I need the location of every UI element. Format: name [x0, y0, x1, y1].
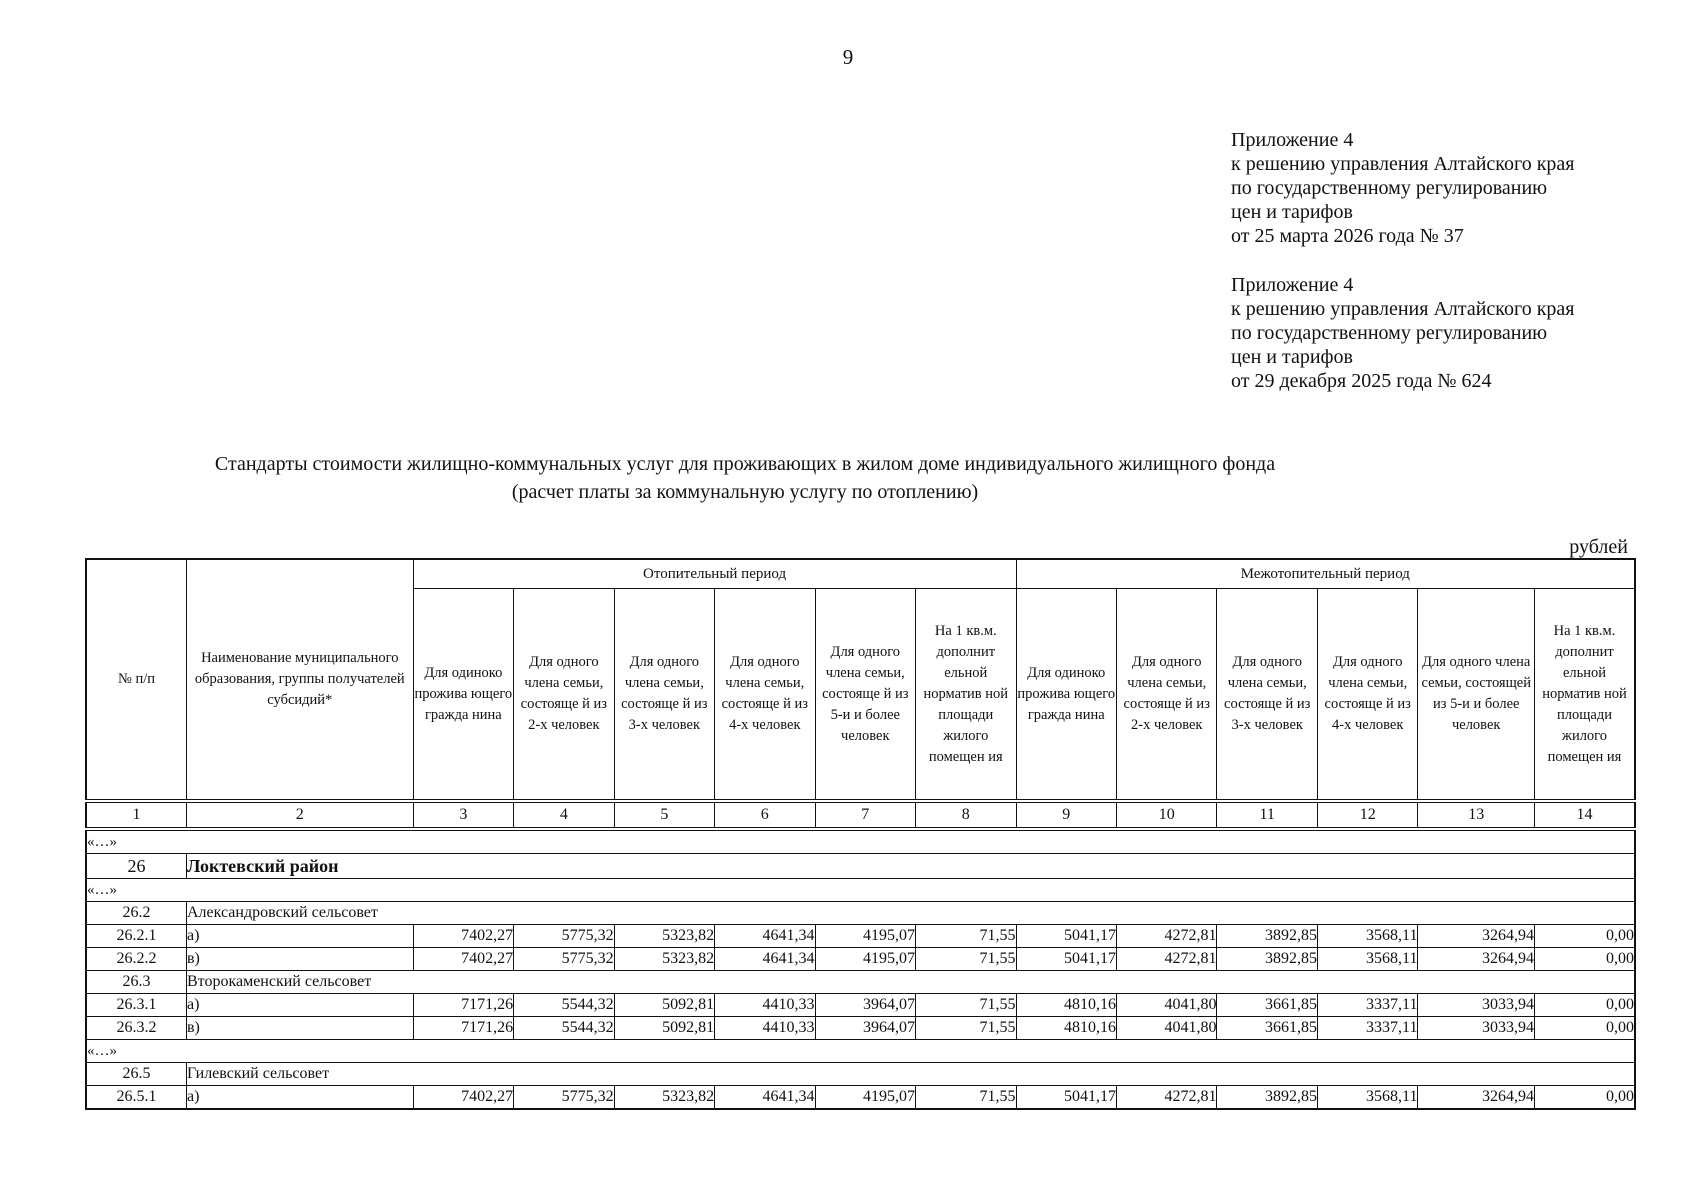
appendix-date: от 29 декабря 2025 года № 624 — [1231, 370, 1492, 392]
document-title — [0, 450, 1490, 506]
column-number: 2 — [186, 801, 413, 829]
cost-value: 4810,16 — [1016, 1017, 1116, 1040]
ellipsis-row — [86, 879, 1635, 902]
row-no: 26.3.2 — [86, 1017, 186, 1040]
cost-value: 3892,85 — [1217, 1086, 1317, 1110]
settlement-name: Александровский сельсовет — [186, 902, 1635, 925]
settlement-row — [86, 1063, 1635, 1086]
cost-value: 0,00 — [1534, 994, 1635, 1017]
cost-value: 3033,94 — [1418, 1017, 1535, 1040]
cost-value: 3964,07 — [815, 994, 915, 1017]
cost-value: 5041,17 — [1016, 948, 1116, 971]
cost-value: 3568,11 — [1317, 948, 1417, 971]
appendix-line: Приложение 4 — [1231, 129, 1354, 151]
cost-value: 7402,27 — [413, 925, 513, 948]
recipient-group: в) — [186, 1017, 413, 1040]
cost-value: 4272,81 — [1117, 925, 1217, 948]
header-heating-col: Для одного члена семьи, состояще й из 5-и и более человек — [815, 589, 915, 802]
cost-value: 3568,11 — [1317, 1086, 1417, 1110]
cost-value: 5323,82 — [614, 925, 714, 948]
cost-value: 4641,34 — [715, 1086, 815, 1110]
header-nonheating-col: Для одного члена семьи, состояще й из 3-х человек — [1217, 589, 1317, 802]
row-no: 26.3.1 — [86, 994, 186, 1017]
cost-value: 3264,94 — [1418, 948, 1535, 971]
cost-value: 5775,32 — [514, 948, 614, 971]
cost-value: 5041,17 — [1016, 1086, 1116, 1110]
cost-value: 7402,27 — [413, 948, 513, 971]
column-number-row — [86, 801, 1635, 829]
cost-value: 3264,94 — [1418, 1086, 1535, 1110]
cost-value: 4272,81 — [1117, 948, 1217, 971]
column-number: 5 — [614, 801, 714, 829]
cost-value: 71,55 — [916, 948, 1016, 971]
header-heating-col: Для одиноко прожива ющего гражда нина — [413, 589, 513, 802]
column-number: 9 — [1016, 801, 1116, 829]
column-number: 1 — [86, 801, 186, 829]
table-row — [86, 1086, 1635, 1110]
cost-value: 71,55 — [916, 1086, 1016, 1110]
header-nonheating-col: Для одиноко прожива ющего гражда нина — [1016, 589, 1116, 802]
ellipsis-row — [86, 829, 1635, 854]
header-nonheating-period: Межотопительный период — [1016, 559, 1635, 589]
row-no: 26.2.1 — [86, 925, 186, 948]
recipient-group: а) — [186, 925, 413, 948]
recipient-group: в) — [186, 948, 413, 971]
column-number: 14 — [1534, 801, 1635, 829]
cost-value: 5544,32 — [514, 1017, 614, 1040]
table-row — [86, 1017, 1635, 1040]
cost-value: 5092,81 — [614, 994, 714, 1017]
column-number: 4 — [514, 801, 614, 829]
appendix-line: Приложение 4 — [1231, 274, 1354, 296]
ellipsis-marker: «…» — [86, 1040, 1635, 1063]
column-number: 6 — [715, 801, 815, 829]
cost-value: 0,00 — [1534, 1086, 1635, 1110]
cost-value: 4810,16 — [1016, 994, 1116, 1017]
cost-value: 7171,26 — [413, 994, 513, 1017]
cost-value: 3264,94 — [1418, 925, 1535, 948]
ellipsis-marker: «…» — [86, 879, 1635, 902]
header-nonheating-col: Для одного члена семьи, состояще й из 2-х человек — [1117, 589, 1217, 802]
cost-value: 3033,94 — [1418, 994, 1535, 1017]
cost-value: 5775,32 — [514, 1086, 614, 1110]
cost-value: 4410,33 — [715, 1017, 815, 1040]
settlement-row — [86, 971, 1635, 994]
appendix-current — [1231, 128, 1575, 248]
header-heating-col: Для одного члена семьи, состояще й из 4-х человек — [715, 589, 815, 802]
appendix-previous — [1231, 273, 1575, 393]
cost-value: 71,55 — [916, 925, 1016, 948]
cost-value: 5775,32 — [514, 925, 614, 948]
column-number: 8 — [916, 801, 1016, 829]
ellipsis-row — [86, 1040, 1635, 1063]
header-heating-col: Для одного члена семьи, состояще й из 2-х человек — [514, 589, 614, 802]
header-nonheating-col: Для одного члена семьи, состоящей из 5-и и более человек — [1418, 589, 1535, 802]
column-number: 13 — [1418, 801, 1535, 829]
settlement-no: 26.3 — [86, 971, 186, 994]
cost-value: 3892,85 — [1217, 925, 1317, 948]
cost-value: 7171,26 — [413, 1017, 513, 1040]
cost-value: 0,00 — [1534, 948, 1635, 971]
header-name: Наименование муниципального образования, группы получателей субсидий* — [186, 559, 413, 801]
appendix-line: по государственному регулированию — [1231, 177, 1548, 199]
district-no: 26 — [86, 854, 186, 879]
cost-value: 4410,33 — [715, 994, 815, 1017]
cost-value: 4641,34 — [715, 948, 815, 971]
unit-label: рублей — [1569, 536, 1628, 558]
settlement-name: Второкаменский сельсовет — [186, 971, 1635, 994]
settlement-no: 26.2 — [86, 902, 186, 925]
title-line-1: Стандарты стоимости жилищно-коммунальных услуг для проживающих в жилом доме индивидуального жилищного фонда — [214, 453, 1276, 475]
row-no: 26.5.1 — [86, 1086, 186, 1110]
appendix-line: по государственному регулированию — [1231, 322, 1548, 344]
header-heating-col: Для одного члена семьи, состояще й из 3-х человек — [614, 589, 714, 802]
header-row-1 — [86, 559, 1635, 589]
cost-value: 5323,82 — [614, 948, 714, 971]
cost-value: 4195,07 — [815, 948, 915, 971]
appendix-line: к решению управления Алтайского края — [1231, 153, 1575, 175]
cost-value: 4041,80 — [1117, 994, 1217, 1017]
header-nonheating-col: Для одного члена семьи, состояще й из 4-х человек — [1317, 589, 1417, 802]
column-number: 7 — [815, 801, 915, 829]
table-row — [86, 994, 1635, 1017]
cost-value: 4195,07 — [815, 1086, 915, 1110]
recipient-group: а) — [186, 1086, 413, 1110]
cost-value: 4272,81 — [1117, 1086, 1217, 1110]
recipient-group: а) — [186, 994, 413, 1017]
settlement-name: Гилевский сельсовет — [186, 1063, 1635, 1086]
appendix-line: цен и тарифов — [1231, 346, 1353, 368]
settlement-no: 26.5 — [86, 1063, 186, 1086]
title-line-2: (расчет платы за коммунальную услугу по отоплению) — [511, 481, 979, 503]
cost-value: 4641,34 — [715, 925, 815, 948]
header-no: № п/п — [86, 559, 186, 801]
district-row — [86, 854, 1635, 879]
cost-value: 5041,17 — [1016, 925, 1116, 948]
district-name: Локтевский район — [186, 854, 1635, 879]
cost-value: 3892,85 — [1217, 948, 1317, 971]
ellipsis-marker: «…» — [86, 829, 1635, 854]
row-no: 26.2.2 — [86, 948, 186, 971]
cost-value: 5092,81 — [614, 1017, 714, 1040]
header-heating-col: На 1 кв.м. дополнит ельной норматив ной площади жилого помещен ия — [916, 589, 1016, 802]
appendix-line: цен и тарифов — [1231, 201, 1353, 223]
column-number: 10 — [1117, 801, 1217, 829]
page-number: 9 — [842, 45, 854, 69]
cost-value: 5323,82 — [614, 1086, 714, 1110]
column-number: 3 — [413, 801, 513, 829]
cost-value: 3964,07 — [815, 1017, 915, 1040]
cost-value: 71,55 — [916, 1017, 1016, 1040]
header-heating-period: Отопительный период — [413, 559, 1016, 589]
column-number: 12 — [1317, 801, 1417, 829]
appendix-date: от 25 марта 2026 года № 37 — [1231, 225, 1464, 247]
cost-value: 0,00 — [1534, 925, 1635, 948]
cost-value: 5544,32 — [514, 994, 614, 1017]
cost-value: 3661,85 — [1217, 1017, 1317, 1040]
cost-value: 7402,27 — [413, 1086, 513, 1110]
table-row — [86, 948, 1635, 971]
table-row — [86, 925, 1635, 948]
standards-table — [85, 558, 1636, 1110]
cost-value: 0,00 — [1534, 1017, 1635, 1040]
appendix-line: к решению управления Алтайского края — [1231, 298, 1575, 320]
cost-value: 4041,80 — [1117, 1017, 1217, 1040]
cost-value: 3661,85 — [1217, 994, 1317, 1017]
cost-value: 3568,11 — [1317, 925, 1417, 948]
table-body — [86, 801, 1635, 1109]
cost-value: 71,55 — [916, 994, 1016, 1017]
cost-value: 3337,11 — [1317, 1017, 1417, 1040]
header-nonheating-col: На 1 кв.м. дополнит ельной норматив ной площади жилого помещен ия — [1534, 589, 1635, 802]
cost-value: 3337,11 — [1317, 994, 1417, 1017]
cost-value: 4195,07 — [815, 925, 915, 948]
settlement-row — [86, 902, 1635, 925]
column-number: 11 — [1217, 801, 1317, 829]
